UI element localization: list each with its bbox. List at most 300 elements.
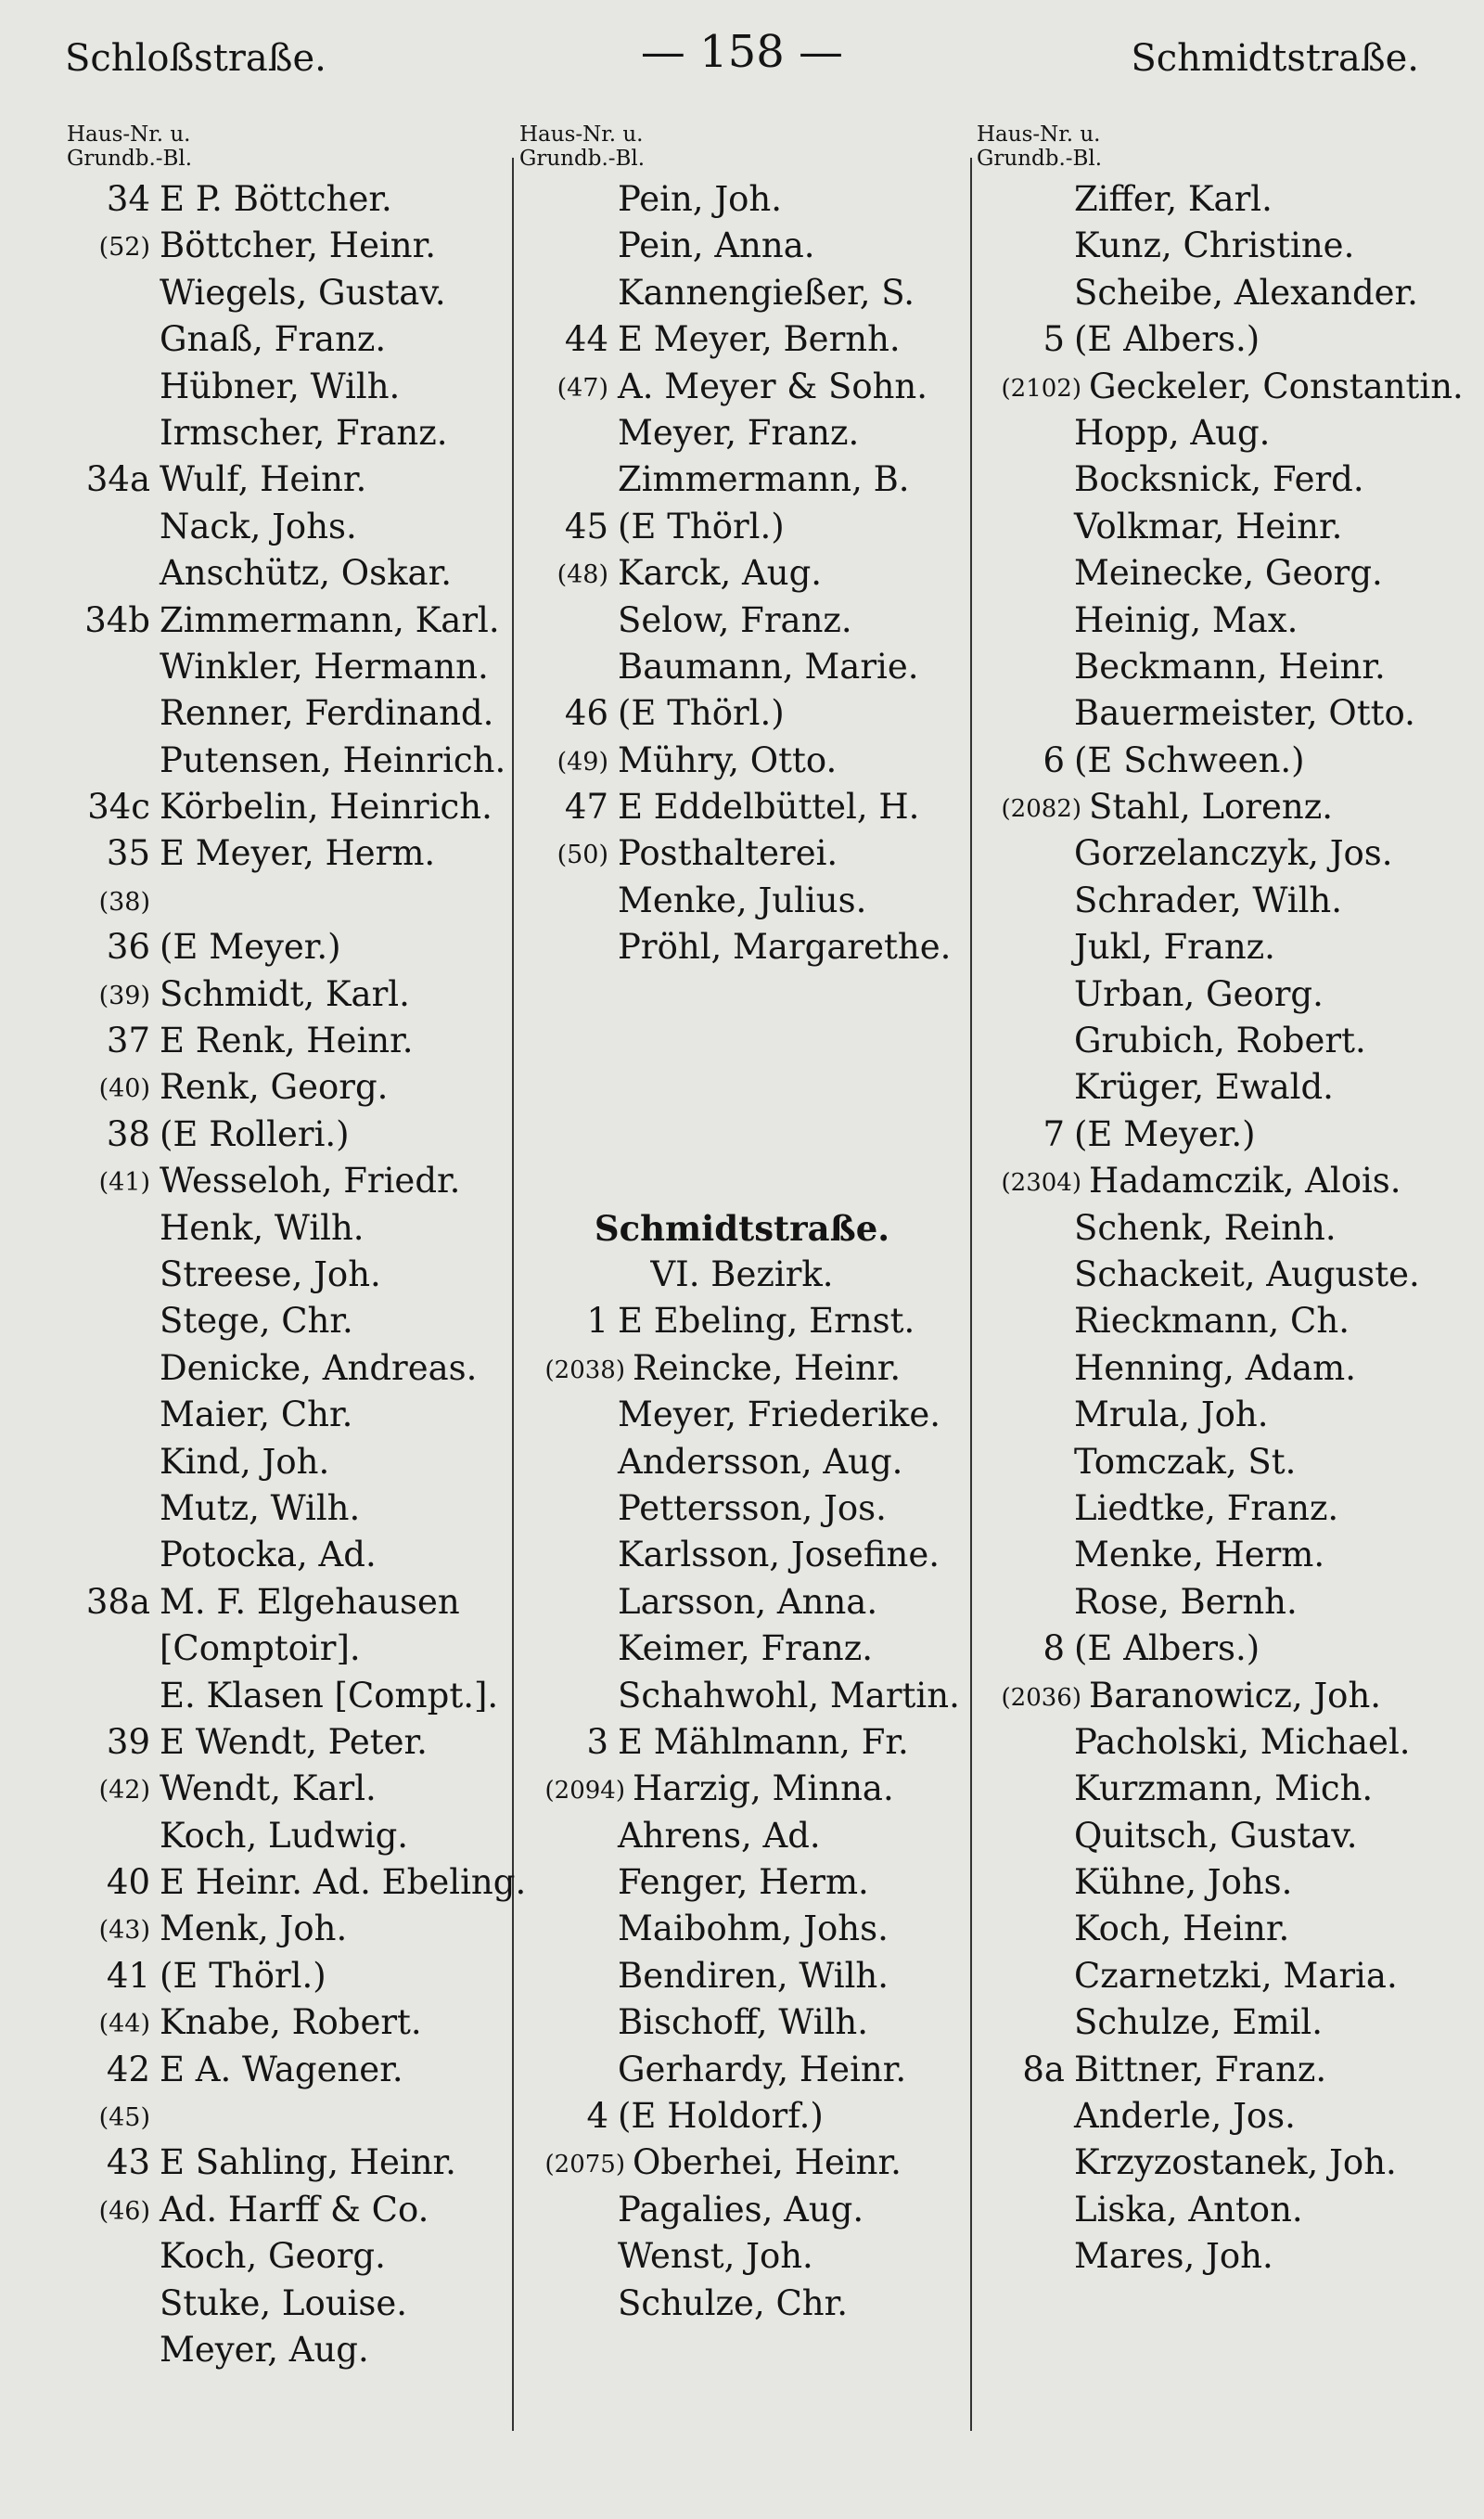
resident-name: Karck, Aug. (618, 553, 823, 594)
resident-name: E Sahling, Heinr. (160, 2142, 456, 2183)
directory-row (516, 690, 968, 737)
resident-name: Maibohm, Johs. (618, 1909, 889, 1949)
directory-row (516, 1906, 968, 1952)
directory-row (516, 550, 968, 597)
directory-row (972, 316, 1436, 363)
resident-name: Bittner, Franz. (1074, 2049, 1327, 2089)
directory-row (58, 1859, 527, 1906)
house-number: 41 (106, 1955, 150, 1996)
directory-row (516, 598, 968, 644)
directory-column-1 (58, 176, 527, 2373)
resident-name: Stuke, Louise. (160, 2282, 408, 2323)
directory-row (58, 1719, 508, 1766)
directory-row (516, 504, 968, 550)
directory-row (516, 1999, 968, 2046)
directory-row (972, 924, 1436, 970)
column-heading-line2: Grundb.-Bl. (67, 147, 193, 171)
directory-row (58, 1439, 508, 1485)
directory-row (516, 1485, 968, 1532)
resident-name: Körbelin, Heinrich. (160, 787, 493, 828)
directory-row (516, 1158, 968, 1204)
directory-column-3 (972, 176, 1464, 2281)
resident-name: Kühne, Johs. (1074, 1862, 1293, 1903)
resident-name: Nack, Johs. (160, 506, 357, 546)
resident-name: Ziffer, Karl. (1074, 179, 1273, 219)
house-number: 40 (106, 1862, 150, 1903)
resident-name: Wesseloh, Friedr. (160, 1161, 461, 1202)
directory-row (972, 550, 1436, 597)
resident-name: Mutz, Wilh. (160, 1487, 361, 1528)
resident-name: Schenk, Reinh. (1074, 1207, 1337, 1248)
directory-row (516, 1673, 968, 1719)
directory-row (516, 971, 968, 1018)
resident-name: Mühry, Otto. (618, 739, 838, 780)
directory-row (58, 316, 508, 363)
house-number: 8a (1022, 2049, 1065, 2089)
house-number: (42) (98, 1776, 150, 1806)
house-number: (48) (556, 560, 608, 590)
directory-row (972, 1018, 1436, 1064)
street-heading: Schmidtstraße. (594, 1207, 890, 1249)
resident-name: Anderle, Jos. (1074, 2096, 1296, 2137)
directory-row (58, 504, 508, 550)
resident-name: Karlsson, Josefine. (618, 1535, 940, 1575)
resident-name: Larsson, Anna. (618, 1581, 878, 1622)
house-number: 43 (106, 2142, 150, 2183)
directory-row (972, 1252, 1436, 1298)
directory-row (516, 410, 968, 456)
page-number: — 158 — (640, 26, 844, 78)
directory-row (516, 2233, 968, 2280)
resident-name: Pettersson, Jos. (618, 1487, 887, 1528)
directory-row (58, 1392, 508, 1438)
directory-row (972, 1719, 1436, 1766)
resident-name: Gerhardy, Heinr. (618, 2049, 907, 2089)
resident-name: Henk, Wilh. (160, 1207, 365, 1248)
resident-name: Baranowicz, Joh. (1089, 1675, 1382, 1716)
resident-name: Bauermeister, Otto. (1074, 693, 1415, 734)
resident-name: Stahl, Lorenz. (1089, 787, 1333, 828)
directory-row (58, 1064, 508, 1111)
directory-row (58, 2093, 508, 2140)
house-number: (2036) (1001, 1683, 1081, 1712)
directory-row (58, 364, 508, 410)
resident-name: Hopp, Aug. (1074, 412, 1271, 453)
running-head-right: Schmidtstraße. (1131, 37, 1419, 80)
directory-row (58, 598, 508, 644)
house-number: 46 (564, 693, 608, 734)
directory-row (516, 1859, 968, 1906)
house-number: (39) (98, 981, 150, 1010)
house-number: (2075) (544, 2151, 625, 2179)
resident-name: Harzig, Minna. (633, 1768, 894, 1809)
house-number: 7 (1043, 1113, 1065, 1154)
house-number: (43) (98, 1916, 150, 1946)
resident-name: E P. Böttcher. (160, 179, 392, 219)
resident-name: Quitsch, Gustav. (1074, 1815, 1358, 1856)
resident-name: Kurzmann, Mich. (1074, 1768, 1374, 1809)
resident-name: Koch, Ludwig. (160, 1815, 409, 1856)
directory-column-2 (516, 176, 968, 2327)
directory-row (516, 1064, 968, 1111)
resident-name: Meyer, Franz. (618, 412, 860, 453)
resident-name: Winkler, Hermann. (160, 646, 489, 687)
house-number: 34c (87, 787, 150, 828)
house-number: (2094) (544, 1777, 625, 1806)
house-number: (45) (98, 2103, 150, 2133)
directory-row (58, 1999, 508, 2046)
house-number: 47 (564, 787, 608, 828)
resident-name: Renk, Georg. (160, 1067, 389, 1108)
directory-row (516, 176, 968, 223)
directory-row (516, 1392, 968, 1438)
directory-row (972, 1158, 1436, 1204)
house-number: (2082) (1001, 795, 1081, 824)
house-number: (44) (98, 2010, 150, 2039)
directory-row (972, 410, 1436, 456)
house-number: 34a (85, 459, 150, 500)
directory-row (516, 316, 968, 363)
directory-row (58, 176, 508, 223)
directory-row (972, 2140, 1436, 2186)
house-number: (49) (556, 747, 608, 777)
directory-row (972, 1999, 1436, 2046)
resident-name: Liedtke, Franz. (1074, 1487, 1339, 1528)
house-number: 8 (1043, 1628, 1065, 1669)
resident-name: Menke, Herm. (1074, 1535, 1325, 1575)
column-divider (512, 158, 514, 2431)
directory-row (972, 2093, 1436, 2140)
resident-name: Andersson, Aug. (618, 1441, 903, 1482)
resident-name: Grubich, Robert. (1074, 1021, 1366, 1061)
directory-row (58, 878, 508, 924)
directory-row (58, 2187, 508, 2233)
directory-row (516, 1018, 968, 1064)
directory-row (516, 924, 968, 970)
directory-row (58, 1018, 508, 1064)
resident-name: Krüger, Ewald. (1074, 1067, 1334, 1108)
resident-name: Hadamczik, Alois. (1089, 1161, 1401, 1202)
resident-name: Pröhl, Margarethe. (618, 927, 952, 968)
column-heading-3 (977, 122, 1162, 171)
directory-row (972, 598, 1436, 644)
house-number: 3 (586, 1721, 608, 1762)
directory-row (972, 1485, 1436, 1532)
directory-row (58, 784, 508, 830)
resident-name: E Wendt, Peter. (160, 1721, 428, 1762)
directory-row (58, 1252, 508, 1298)
directory-row (972, 1906, 1436, 1952)
resident-name: E Meyer, Bernh. (618, 319, 901, 360)
resident-name: E Ebeling, Ernst. (618, 1301, 915, 1342)
house-number: (41) (98, 1168, 150, 1198)
directory-row (516, 1766, 968, 1812)
directory-row (972, 1345, 1436, 1392)
resident-name: (E Rolleri.) (160, 1113, 350, 1154)
resident-name: (E Albers.) (1074, 1628, 1260, 1669)
directory-row (516, 2140, 968, 2186)
directory-row (516, 270, 968, 316)
resident-name: Pacholski, Michael. (1074, 1721, 1411, 1762)
directory-row (516, 2093, 968, 2140)
house-number: (46) (98, 2196, 150, 2226)
directory-row (972, 176, 1436, 223)
directory-row (58, 1953, 508, 1999)
resident-name: Czarnetzki, Maria. (1074, 1955, 1398, 1996)
directory-row (516, 1345, 968, 1392)
resident-name: M. F. Elgehausen (160, 1581, 460, 1622)
resident-name: E A. Wagener. (160, 2049, 403, 2089)
directory-row (58, 2047, 508, 2093)
resident-name: Wulf, Heinr. (160, 459, 367, 500)
resident-name: Zimmermann, B. (618, 459, 910, 500)
directory-row (972, 690, 1436, 737)
resident-name: Oberhei, Heinr. (633, 2142, 902, 2183)
directory-row (972, 2233, 1436, 2280)
resident-name: Zimmermann, Karl. (160, 599, 500, 640)
resident-name: Volkmar, Heinr. (1074, 506, 1343, 546)
directory-row (972, 1392, 1436, 1438)
resident-name: Bischoff, Wilh. (618, 2002, 868, 2043)
directory-row (972, 1813, 1436, 1859)
directory-row (516, 456, 968, 503)
resident-name: Rose, Bernh. (1074, 1581, 1298, 1622)
directory-row (972, 971, 1436, 1018)
resident-name: Ahrens, Ad. (618, 1815, 821, 1856)
resident-name: Baumann, Marie. (618, 646, 919, 687)
resident-name: Mrula, Joh. (1074, 1394, 1269, 1435)
house-number: (40) (98, 1074, 150, 1104)
house-number: 44 (564, 319, 608, 360)
directory-row (58, 223, 508, 269)
directory-row (516, 364, 968, 410)
column-heading-line1: Haus-Nr. u. (519, 122, 644, 147)
resident-name: E Mählmann, Fr. (618, 1721, 909, 1762)
resident-name: (E Thörl.) (618, 693, 785, 734)
directory-row (58, 690, 508, 737)
house-number: 36 (106, 927, 150, 968)
directory-row (516, 1532, 968, 1578)
resident-name: Irmscher, Franz. (160, 412, 448, 453)
resident-name: Heinig, Max. (1074, 599, 1298, 640)
resident-name: Schahwohl, Martin. (618, 1675, 960, 1716)
directory-row (58, 1906, 508, 1952)
directory-row (58, 1485, 508, 1532)
resident-name: Koch, Heinr. (1074, 1909, 1290, 1949)
resident-name: Meyer, Friederike. (618, 1394, 940, 1435)
house-number: 1 (586, 1301, 608, 1342)
directory-row (972, 784, 1436, 830)
column-heading-line2: Grundb.-Bl. (977, 147, 1103, 171)
house-number: (2102) (1001, 374, 1081, 403)
resident-name: Wenst, Joh. (618, 2236, 813, 2277)
resident-name: A. Meyer & Sohn. (618, 366, 928, 406)
resident-name: Fenger, Herm. (618, 1862, 869, 1903)
column-heading-1 (67, 122, 252, 171)
resident-name: E Heinr. Ad. Ebeling. (160, 1862, 527, 1903)
resident-name: Beckmann, Heinr. (1074, 646, 1386, 687)
resident-name: Renner, Ferdinand. (160, 693, 494, 734)
house-number: (2304) (1001, 1169, 1081, 1198)
house-number: 5 (1043, 319, 1065, 360)
directory-row (516, 1439, 968, 1485)
resident-name: Kannengießer, S. (618, 272, 915, 313)
directory-row (58, 830, 508, 877)
directory-row (58, 924, 508, 970)
resident-name: Krzyzostanek, Joh. (1074, 2142, 1397, 2183)
resident-name: Schackeit, Auguste. (1074, 1253, 1420, 1294)
resident-name: (E Thörl.) (160, 1955, 326, 1996)
resident-name: Denicke, Andreas. (160, 1347, 478, 1388)
house-number: (52) (98, 233, 150, 263)
directory-row (516, 1813, 968, 1859)
house-number: 38 (106, 1113, 150, 1154)
directory-row (58, 1766, 508, 1812)
directory-row (58, 2140, 508, 2186)
directory-row (972, 1953, 1436, 1999)
house-number: 34b (84, 599, 150, 640)
directory-row (58, 2327, 508, 2373)
house-number: 38a (85, 1581, 150, 1622)
directory-row (58, 1813, 508, 1859)
resident-name: Meyer, Aug. (160, 2329, 369, 2370)
directory-row (58, 971, 508, 1018)
resident-name: Böttcher, Heinr. (160, 225, 437, 266)
directory-row (972, 456, 1436, 503)
directory-row (972, 504, 1436, 550)
directory-row (58, 1673, 508, 1719)
resident-name: Gnaß, Franz. (160, 319, 387, 360)
resident-name: Bocksnick, Ferd. (1074, 459, 1364, 500)
directory-row (972, 2047, 1436, 2093)
resident-name: Hübner, Wilh. (160, 366, 401, 406)
directory-row (58, 1626, 508, 1672)
resident-name: E Renk, Heinr. (160, 1021, 414, 1061)
directory-row (972, 1298, 1436, 1344)
resident-name: Liska, Anton. (1074, 2189, 1303, 2230)
house-number: (38) (98, 887, 150, 917)
directory-row (516, 2281, 968, 2327)
resident-name: Henning, Adam. (1074, 1347, 1357, 1388)
resident-name: Stege, Chr. (160, 1301, 353, 1342)
house-number: 39 (106, 1721, 150, 1762)
directory-row (58, 1158, 508, 1204)
directory-row (516, 878, 968, 924)
directory-row (58, 1345, 508, 1392)
directory-row (516, 1719, 968, 1766)
directory-row (972, 2187, 1436, 2233)
directory-row (516, 2047, 968, 2093)
directory-row (972, 830, 1436, 877)
directory-row (972, 1579, 1436, 1626)
resident-name: Jukl, Franz. (1074, 927, 1275, 968)
directory-row (516, 1953, 968, 1999)
resident-name: Knabe, Robert. (160, 2002, 422, 2043)
house-number: 42 (106, 2049, 150, 2089)
house-number: (47) (556, 373, 608, 403)
house-number: (50) (556, 841, 608, 870)
resident-name: Pein, Anna. (618, 225, 815, 266)
resident-name: Menk, Joh. (160, 1909, 348, 1949)
directory-row (516, 1579, 968, 1626)
resident-name: Scheibe, Alexander. (1074, 272, 1418, 313)
resident-name: (E Thörl.) (618, 506, 785, 546)
directory-row (58, 738, 508, 784)
resident-name: Mares, Joh. (1074, 2236, 1273, 2277)
directory-row (972, 223, 1436, 269)
resident-name: Wendt, Karl. (160, 1768, 377, 1809)
directory-row (516, 223, 968, 269)
resident-name: Schulze, Emil. (1074, 2002, 1323, 2043)
resident-name: E Meyer, Herm. (160, 833, 436, 874)
resident-name: Keimer, Franz. (618, 1628, 874, 1669)
directory-row (58, 2281, 508, 2327)
directory-row (58, 1205, 508, 1252)
column-heading-2 (519, 122, 705, 171)
directory-row (516, 1112, 968, 1158)
resident-name: Koch, Georg. (160, 2236, 386, 2277)
directory-row (58, 270, 508, 316)
resident-name: Posthalterei. (618, 833, 838, 874)
column-heading-line2: Grundb.-Bl. (519, 147, 646, 171)
directory-row (972, 1859, 1436, 1906)
house-number: 35 (106, 833, 150, 874)
directory-row (58, 410, 508, 456)
directory-row (972, 878, 1436, 924)
resident-name: Wiegels, Gustav. (160, 272, 446, 313)
resident-name: Bendiren, Wilh. (618, 1955, 889, 1996)
resident-name: Schmidt, Karl. (160, 973, 410, 1014)
directory-row (972, 1626, 1436, 1672)
resident-name: Menke, Julius. (618, 880, 867, 920)
resident-name: Gorzelanczyk, Jos. (1074, 833, 1393, 874)
district-heading: VI. Bezirk. (650, 1253, 834, 1294)
resident-name: Maier, Chr. (160, 1394, 353, 1435)
resident-name: Meinecke, Georg. (1074, 553, 1383, 594)
column-heading-line1: Haus-Nr. u. (67, 122, 191, 147)
resident-name: Kind, Joh. (160, 1441, 330, 1482)
directory-row (972, 644, 1436, 690)
resident-name: Schulze, Chr. (618, 2282, 848, 2323)
directory-row (972, 1112, 1436, 1158)
directory-row (972, 1439, 1436, 1485)
directory-row (516, 2187, 968, 2233)
directory-row (58, 1112, 508, 1158)
resident-name: Tomczak, St. (1074, 1441, 1297, 1482)
directory-row (516, 784, 968, 830)
directory-row (972, 1673, 1436, 1719)
directory-row (58, 456, 508, 503)
column-heading-line1: Haus-Nr. u. (977, 122, 1101, 147)
resident-name: (E Albers.) (1074, 319, 1260, 360)
directory-row (58, 2233, 508, 2280)
directory-row (516, 830, 968, 877)
house-number: 6 (1043, 739, 1065, 780)
directory-row (972, 1532, 1436, 1578)
directory-row (58, 1532, 508, 1578)
directory-row (58, 1298, 508, 1344)
resident-name: (E Holdorf.) (618, 2096, 824, 2137)
directory-row (972, 1205, 1436, 1252)
directory-row (516, 1626, 968, 1672)
resident-name: Anschütz, Oskar. (160, 553, 452, 594)
directory-row (972, 1064, 1436, 1111)
resident-name: Kunz, Christine. (1074, 225, 1355, 266)
resident-name: E Eddelbüttel, H. (618, 787, 920, 828)
directory-row (972, 738, 1436, 784)
directory-row (58, 550, 508, 597)
directory-row (972, 1766, 1436, 1812)
